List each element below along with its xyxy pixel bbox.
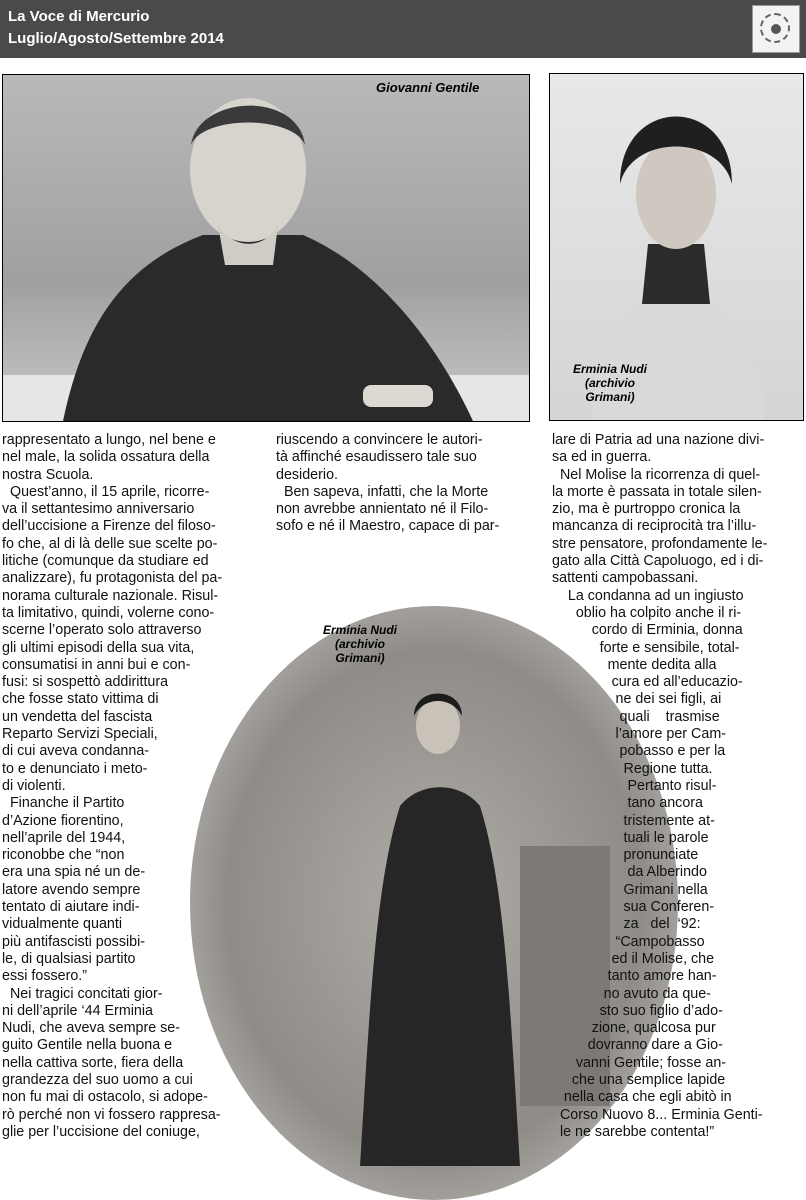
text-line: litiche (comunque da studiare ed	[2, 553, 209, 570]
text-line: Grimani nella	[552, 881, 708, 898]
text-line: nella cattiva sorte, fiera della	[2, 1054, 184, 1071]
text-line: fusi: si sospettò addirittura	[2, 674, 169, 691]
nudi-oval-caption-line: Grimani)	[335, 651, 385, 665]
text-line: le ne sarebbe contenta!”	[552, 1123, 715, 1140]
page-header	[0, 0, 806, 58]
text-line: nostra Scuola.	[2, 466, 94, 483]
text-line: lare di Patria ad una nazione divi-	[552, 432, 765, 448]
nudi-top-caption-line: (archivio	[584, 376, 635, 390]
text-line: cura ed all’educazio-	[552, 674, 743, 691]
text-line: Reparto Servizi Speciali,	[2, 726, 158, 743]
text-line: Regione tutta.	[552, 760, 713, 777]
text-line: latore avendo sempre	[2, 881, 141, 898]
text-line: più antifascisti possibi-	[2, 933, 146, 950]
mercury-logo-icon	[752, 5, 800, 53]
text-line: nella casa che egli abitò in	[552, 1089, 732, 1106]
text-line: sattenti campobassani.	[552, 570, 699, 587]
text-line: norama culturale nazionale. Risul-	[2, 587, 219, 604]
text-line: Corso Nuovo 8... Erminia Genti-	[552, 1106, 763, 1123]
text-line: rò perché non vi fossero rappresa-	[2, 1106, 221, 1123]
text-line: pronunciate	[552, 847, 699, 864]
text-line: Quest’anno, il 15 aprile, ricorre-	[2, 483, 210, 500]
text-line: tristemente at-	[552, 812, 715, 829]
text-line: ni dell’aprile ‘44 Erminia	[2, 1002, 153, 1019]
article-column-2	[276, 432, 499, 536]
text-line: pobasso e per la	[552, 743, 726, 760]
text-line: fo che, al di là delle sue scelte po-	[2, 535, 218, 552]
text-line: era una spia né un de-	[2, 864, 146, 881]
text-line: nell’aprile del 1944,	[2, 829, 126, 846]
text-line: riconobbe che “non	[2, 847, 125, 864]
issue-date: Luglio/Agosto/Settembre 2014	[8, 30, 224, 47]
text-line: che una semplice lapide	[552, 1071, 726, 1088]
text-line: rappresentato a lungo, nel bene e	[2, 432, 216, 448]
text-line: ne dei sei figli, ai	[552, 691, 722, 708]
gentile-photo	[2, 74, 530, 422]
text-line: da Alberindo	[552, 864, 707, 881]
text-line: sa ed in guerra.	[552, 449, 652, 466]
text-line: ed il Molise, che	[552, 950, 715, 967]
text-line: scerne l’operato solo attraverso	[2, 622, 202, 639]
text-line: guito Gentile nella buona e	[2, 1037, 173, 1054]
text-line: di cui aveva condanna-	[2, 743, 150, 760]
nudi-oval-caption-line: (archivio	[334, 637, 385, 651]
text-line: ta limitativo, quindi, volerne cono-	[2, 604, 215, 621]
nudi-top-caption-line: Erminia Nudi	[572, 362, 647, 376]
text-line: gato alla Città Capoluogo, ed i di-	[552, 553, 764, 570]
text-line: consumatisi in anni bui e con-	[2, 656, 191, 673]
nudi-oval-caption-line: Erminia Nudi	[322, 623, 397, 637]
text-line: che fosse stato vittima di	[2, 691, 159, 708]
text-line: Finanche il Partito	[2, 795, 125, 812]
text-line: riuscendo a convincere le autori-	[276, 432, 483, 448]
text-line: la morte è passata in totale silen-	[552, 483, 762, 500]
text-line: no avuto da que-	[552, 985, 711, 1002]
text-line: forte e sensibile, total-	[552, 639, 740, 656]
text-line: tuali le parole	[552, 829, 709, 846]
nudi-top-caption-line: Grimani)	[585, 390, 635, 404]
text-line: tà affinché esaudissero tale suo	[276, 449, 477, 466]
nudi-oval-caption	[300, 623, 420, 665]
publication-title: La Voce di Mercurio	[8, 8, 150, 25]
text-line: sto suo figlio d’ado-	[552, 1002, 723, 1019]
text-line: non avrebbe annientato né il Filo-	[276, 501, 489, 518]
text-line: La condanna ad un ingiusto	[552, 587, 744, 604]
text-line: tentato di aiutare indi-	[2, 899, 140, 916]
text-line: di violenti.	[2, 777, 66, 794]
text-line: za del ‘92:	[552, 916, 701, 933]
nudi-top-caption	[565, 362, 655, 404]
text-line: glie per l’uccisione del coniuge,	[2, 1123, 200, 1140]
text-line: grandezza del suo uomo a cui	[2, 1071, 193, 1088]
text-line: l’amore per Cam-	[552, 726, 726, 743]
text-line: cordo di Erminia, donna	[552, 622, 743, 639]
text-line: Ben sapeva, infatti, che la Morte	[276, 483, 489, 500]
text-line: nel male, la solida ossatura della	[2, 449, 210, 466]
text-line: “Campobasso	[552, 933, 705, 950]
article-column-1	[2, 432, 222, 1141]
text-line: analizzare), fu protagonista del pa-	[2, 570, 223, 587]
text-line: mente dedita alla	[552, 656, 717, 673]
text-line: tanto amore han-	[552, 968, 717, 985]
text-line: va il settantesimo anniversario	[2, 501, 195, 518]
text-line: sua Conferen-	[552, 899, 715, 916]
text-line: dell’uccisione a Firenze del filoso-	[2, 518, 216, 535]
text-line: le, di qualsiasi partito	[2, 950, 136, 967]
text-line: Nei tragici concitati gior-	[2, 985, 163, 1002]
text-line: sofo e né il Maestro, capace di par-	[276, 518, 500, 535]
text-line: vidualmente quanti	[2, 916, 123, 933]
gentile-caption: Giovanni Gentile	[376, 80, 480, 95]
text-line: Nudi, che aveva sempre se-	[2, 1020, 180, 1037]
text-line: un vendetta del fascista	[2, 708, 153, 725]
text-line: non fu mai di ostacolo, si adope-	[2, 1089, 208, 1106]
text-line: stre pensatore, profondamente le-	[552, 535, 768, 552]
text-line: zione, qualcosa pur	[552, 1020, 716, 1037]
text-line: to e denunciato i meto-	[2, 760, 148, 777]
text-line: desiderio.	[276, 466, 338, 483]
text-line: dovranno dare a Gio-	[552, 1037, 723, 1054]
article-column-3	[552, 432, 767, 1141]
logo-center	[771, 24, 781, 34]
text-line: Pertanto risul-	[552, 777, 717, 794]
text-line: tano ancora	[552, 795, 703, 812]
text-line: mancanza di reciprocità tra l’illu-	[552, 518, 757, 535]
text-line: zio, ma è purtroppo cronica la	[552, 501, 741, 518]
text-line: Nel Molise la ricorrenza di quel-	[552, 466, 761, 483]
text-line: quali trasmise	[552, 708, 720, 725]
text-line: d’Azione fiorentino,	[2, 812, 124, 829]
text-line: gli ultimi episodi della sua vita,	[2, 639, 195, 656]
text-line: vanni Gentile; fosse an-	[552, 1054, 727, 1071]
text-line: oblio ha colpito anche il ri-	[552, 604, 742, 621]
text-line: essi fossero.”	[2, 968, 88, 985]
